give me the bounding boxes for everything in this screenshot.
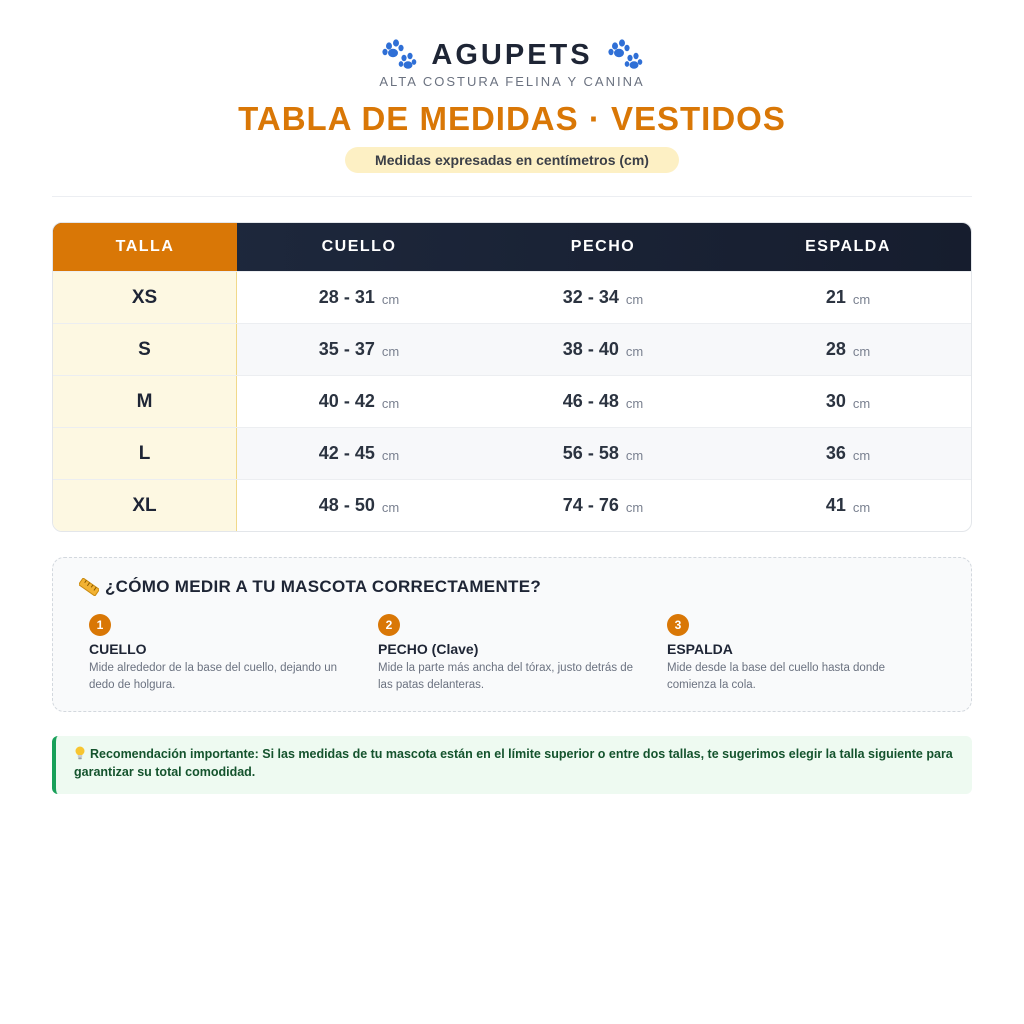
unit-label: cm — [625, 343, 644, 359]
unit-label: cm — [625, 395, 644, 411]
cuello-value: 40 - 42 — [318, 391, 375, 411]
espalda-value: 41 — [825, 495, 846, 515]
step-number-badge: 3 — [667, 614, 689, 636]
ruler-icon — [79, 578, 99, 596]
paw-icon-left — [381, 39, 417, 71]
pecho-cell — [481, 324, 725, 375]
unit-label: cm — [625, 499, 644, 515]
step-espalda — [667, 614, 937, 694]
table-row — [53, 323, 971, 375]
unit-label: cm — [381, 343, 400, 359]
unit-label: cm — [381, 499, 400, 515]
size-cell: L — [53, 428, 237, 479]
espalda-cell — [725, 428, 971, 479]
cuello-value: 48 - 50 — [318, 495, 375, 515]
unit-label: cm — [625, 291, 644, 307]
unit-label: cm — [381, 447, 400, 463]
divider — [52, 196, 972, 197]
pecho-value: 56 - 58 — [562, 443, 619, 463]
brand-tagline: ALTA COSTURA FELINA Y CANINA — [379, 74, 645, 89]
table-row — [53, 375, 971, 427]
units-badge: Medidas expresadas en centímetros (cm) — [345, 147, 679, 173]
cuello-cell — [237, 480, 481, 531]
header-cuello: CUELLO — [321, 238, 397, 255]
brand-name: AGUPETS — [431, 38, 593, 71]
espalda-cell — [725, 480, 971, 531]
step-description: Mide desde la base del cuello hasta donde comienza la cola. — [667, 662, 886, 691]
cuello-cell — [237, 376, 481, 427]
cuello-value: 35 - 37 — [318, 339, 375, 359]
header-espalda: ESPALDA — [805, 238, 891, 255]
step-title: ESPALDA — [667, 641, 733, 657]
size-cell: S — [53, 324, 237, 375]
unit-label: cm — [852, 291, 871, 307]
espalda-cell — [725, 376, 971, 427]
page-title: TABLA DE MEDIDAS · VESTIDOS — [238, 100, 786, 137]
espalda-value: 36 — [825, 443, 846, 463]
pecho-value: 38 - 40 — [562, 339, 619, 359]
step-title: CUELLO — [89, 641, 147, 657]
step-cuello — [89, 614, 359, 694]
table-row — [53, 271, 971, 323]
size-table — [52, 222, 972, 532]
espalda-value: 21 — [825, 287, 846, 307]
brand-header — [0, 38, 1024, 89]
espalda-value: 30 — [825, 391, 846, 411]
how-to-measure-panel — [52, 557, 972, 712]
espalda-cell — [725, 272, 971, 323]
step-description: Mide la parte más ancha del tórax, justo detrás de las patas delanteras. — [378, 662, 634, 691]
step-number-badge: 1 — [89, 614, 111, 636]
brand-row — [0, 38, 1024, 72]
step-title: PECHO (Clave) — [378, 641, 479, 657]
paw-icon-right — [607, 39, 643, 71]
pecho-cell — [481, 376, 725, 427]
pecho-cell — [481, 480, 725, 531]
header-talla: TALLA — [53, 223, 237, 271]
espalda-value: 28 — [825, 339, 846, 359]
table-row — [53, 479, 971, 531]
cuello-value: 28 - 31 — [318, 287, 375, 307]
step-description: Mide alrededor de la base del cuello, dejando un dedo de holgura. — [89, 662, 338, 691]
unit-label: cm — [381, 291, 400, 307]
table-row — [53, 427, 971, 479]
size-cell: M — [53, 376, 237, 427]
how-to-measure-title — [79, 577, 541, 597]
pecho-cell — [481, 428, 725, 479]
size-cell: XL — [53, 480, 237, 531]
unit-label: cm — [852, 395, 871, 411]
unit-label: cm — [852, 447, 871, 463]
cuello-cell — [237, 428, 481, 479]
pecho-cell — [481, 272, 725, 323]
unit-label: cm — [852, 499, 871, 515]
cuello-cell — [237, 272, 481, 323]
unit-label: cm — [381, 395, 400, 411]
recommendation-text: Recomendación importante: Si las medidas de tu mascota están en el límite superior o entre dos tallas, te sugerimos elegir la talla siguiente para garantizar su total comodidad. — [74, 747, 953, 779]
unit-label: cm — [852, 343, 871, 359]
pecho-value: 74 - 76 — [562, 495, 619, 515]
size-cell: XS — [53, 272, 237, 323]
cuello-cell — [237, 324, 481, 375]
step-pecho — [378, 614, 648, 694]
pecho-value: 46 - 48 — [562, 391, 619, 411]
cuello-value: 42 - 45 — [318, 443, 375, 463]
step-number-badge: 2 — [378, 614, 400, 636]
header-pecho: PECHO — [570, 238, 636, 255]
table-header — [53, 223, 971, 271]
unit-label: cm — [625, 447, 644, 463]
recommendation-callout — [52, 736, 972, 794]
lightbulb-icon — [74, 746, 86, 760]
how-to-measure-heading: ¿CÓMO MEDIR A TU MASCOTA CORRECTAMENTE? — [105, 577, 542, 596]
espalda-cell — [725, 324, 971, 375]
pecho-value: 32 - 34 — [562, 287, 619, 307]
